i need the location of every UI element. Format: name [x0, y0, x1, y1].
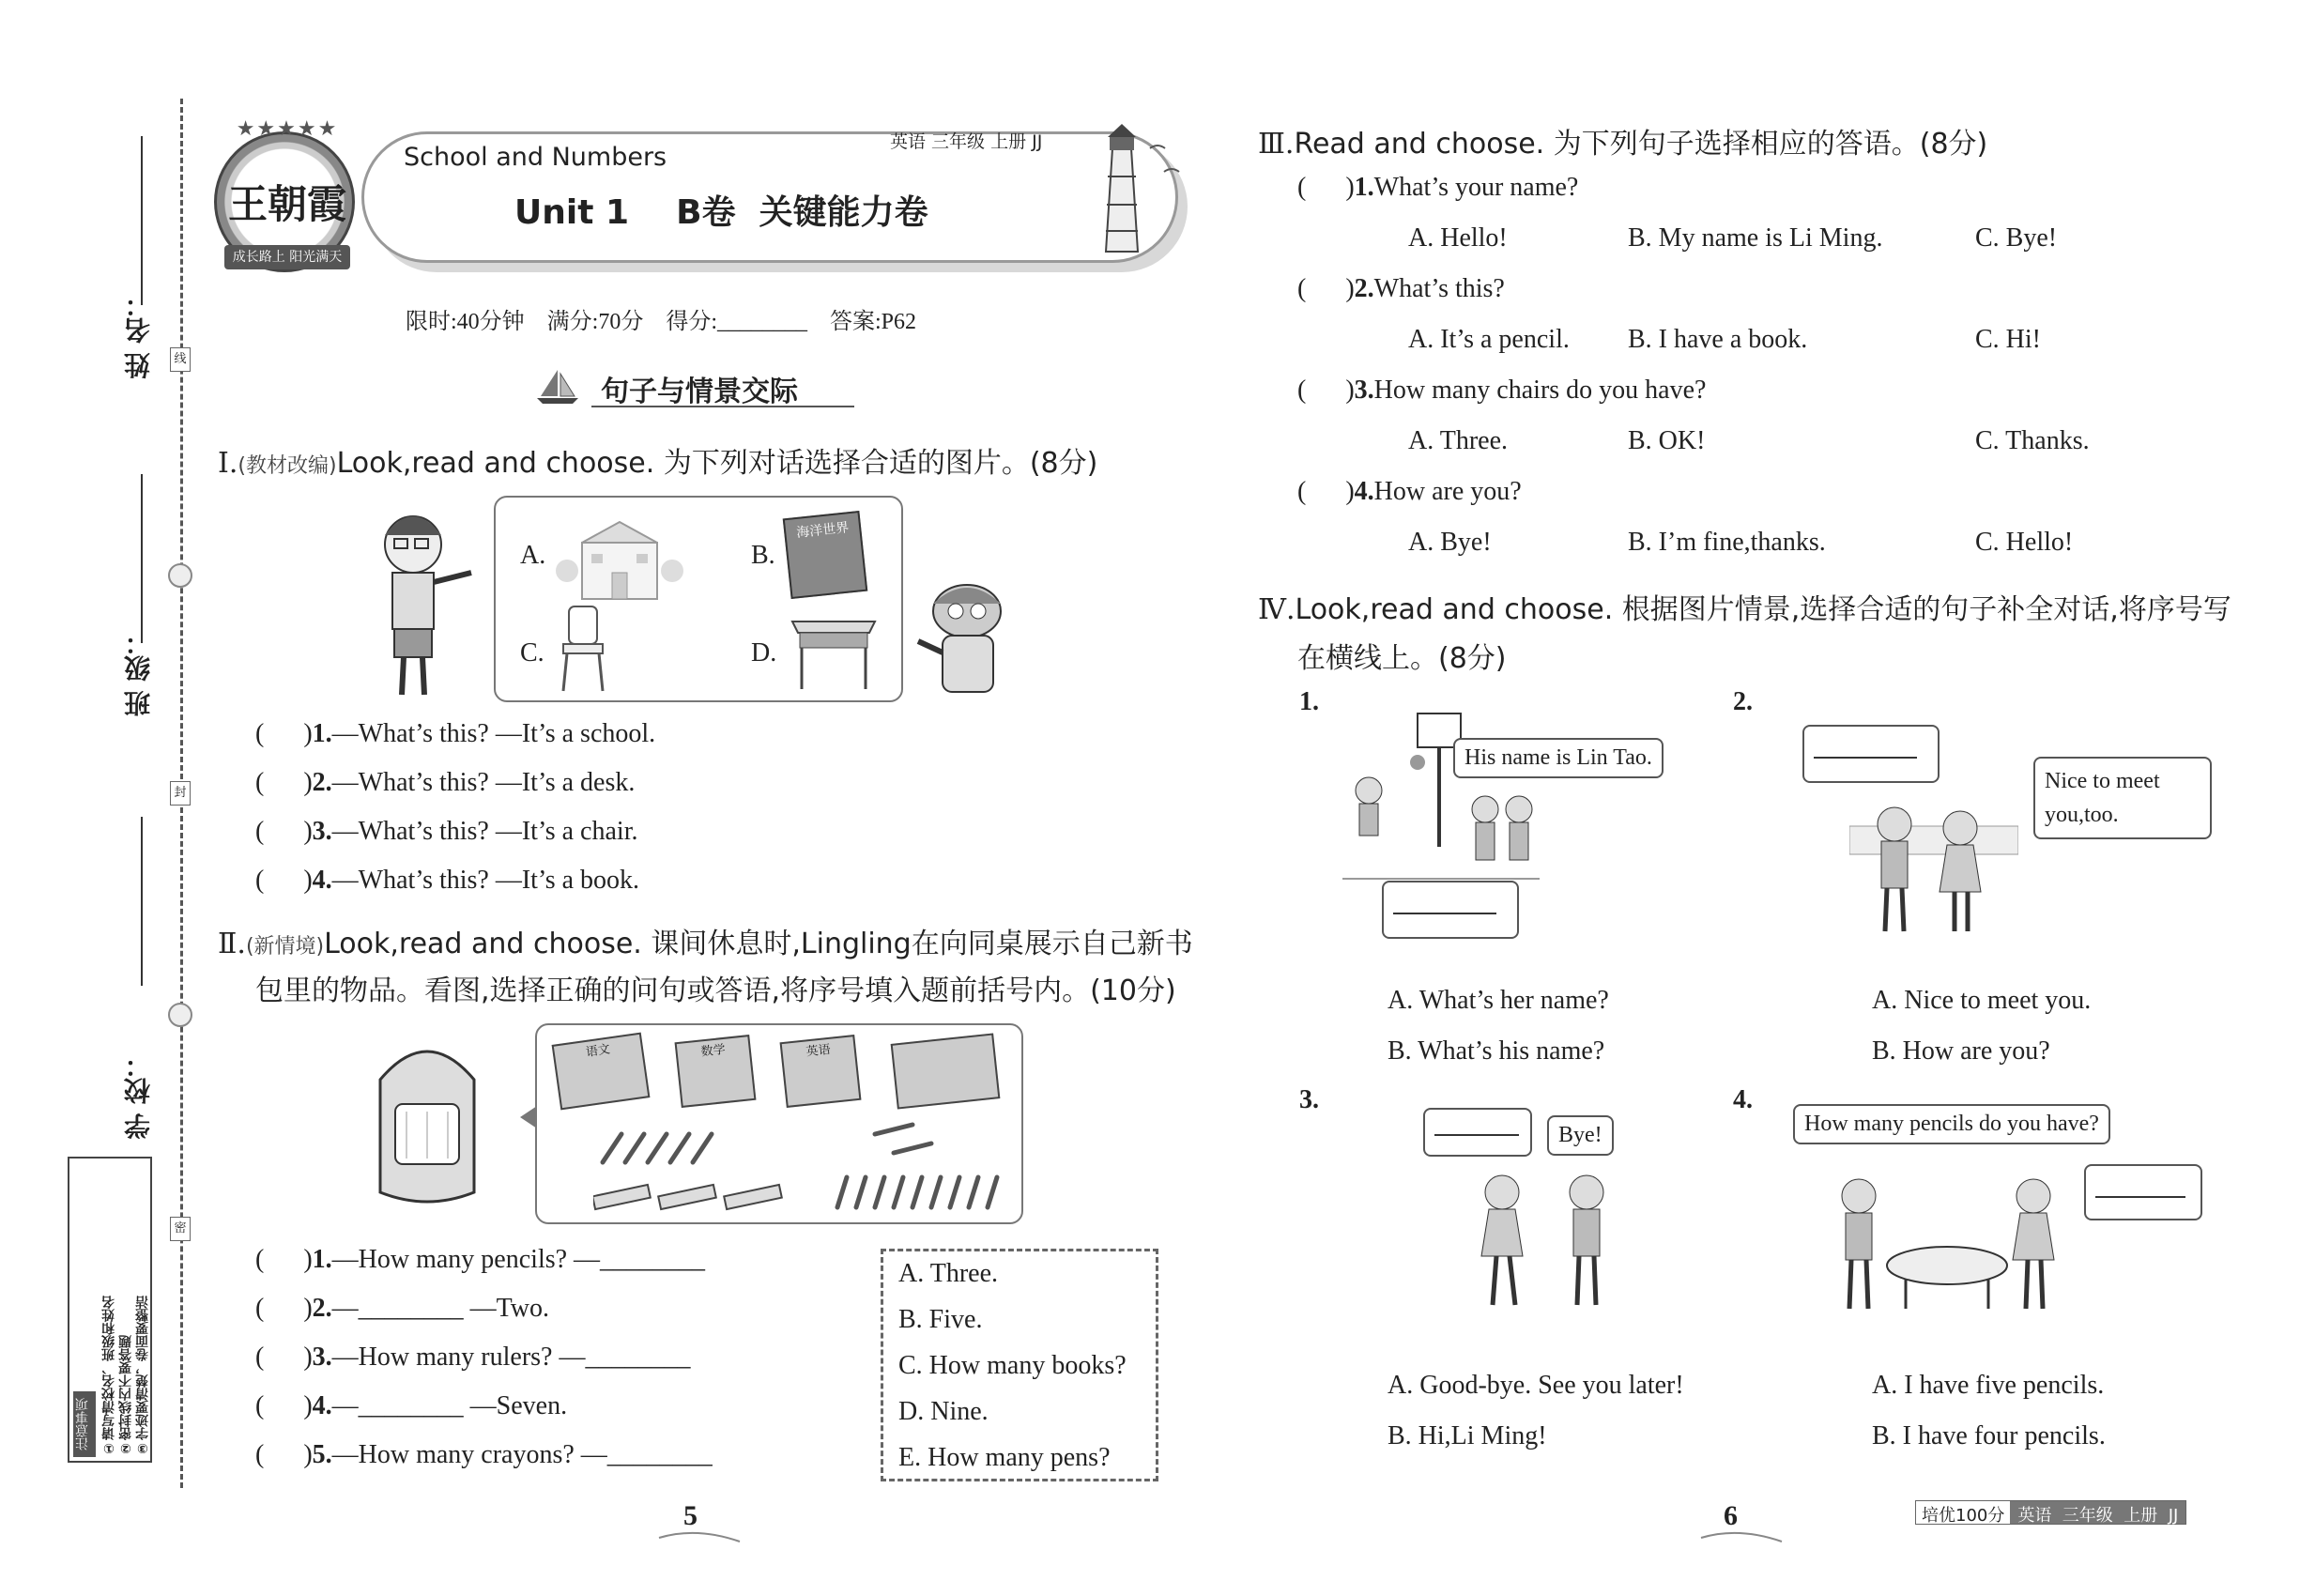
- section-number: Ⅱ.: [218, 928, 246, 960]
- item-number: 2.: [1733, 687, 1753, 716]
- class-label: 班 级：: [123, 629, 154, 717]
- option-b: B. I have four pencils.: [1872, 1421, 2106, 1450]
- question-row: ( )3.—How many rulers? —________: [255, 1343, 691, 1372]
- option-b: B. I’m fine,thanks.: [1628, 528, 1826, 557]
- boy-pointing-illustration: [357, 507, 488, 704]
- option-item: D. Nine.: [898, 1397, 989, 1426]
- section-2-title-line1: [218, 920, 1193, 961]
- item-number: 1.: [1299, 687, 1319, 716]
- question-row: ( )2.—What’s this? —It’s a desk.: [255, 768, 636, 797]
- section-tag: (教材改编): [238, 454, 337, 478]
- book-icon: [783, 511, 868, 599]
- choices-picture-box: [494, 496, 903, 702]
- item-number: 4.: [1733, 1085, 1753, 1114]
- stars-icon: ★★★★★: [236, 117, 339, 141]
- question-row: ( )3.—What’s this? —It’s a chair.: [255, 817, 638, 846]
- section-number: Ⅰ.: [218, 447, 238, 480]
- exam-info: 限时:40分钟 满分:70分 得分:________ 答案:P62: [406, 310, 917, 334]
- book-icon: 语文: [552, 1033, 651, 1111]
- page-title: Unit 1 B卷 关键能力卷: [514, 193, 928, 232]
- question-row: ( )1.What’s your name?: [1297, 173, 1579, 202]
- section-2-title-line2: 包里的物品。看图,选择正确的问句或答语,将序号填入题前括号内。(10分): [255, 974, 1176, 1007]
- notice-box: [68, 1157, 152, 1463]
- option-c: C. Hello!: [1975, 528, 2074, 557]
- bag-contents-box: [535, 1023, 1023, 1224]
- basketball-scene-illustration: [1342, 706, 1540, 903]
- logo-slogan: 成长路上 阳光满天: [224, 245, 350, 269]
- option-item: E. How many pens?: [898, 1443, 1111, 1472]
- section-instruction: Read and choose. 为下列句子选择相应的答语。(8分): [1294, 128, 1988, 161]
- question-row: ( )4.—What’s this? —It’s a book.: [255, 866, 640, 895]
- name-label: 姓 名：: [123, 291, 154, 379]
- swirl-icon: [1699, 1530, 1784, 1543]
- option-a: A. Good-bye. See you later!: [1388, 1371, 1684, 1400]
- section-instruction: Look,read and choose. 为下列对话选择合适的图片。(8分): [336, 447, 1098, 480]
- binding-hole: [168, 563, 192, 588]
- chair-icon: [552, 601, 618, 695]
- class-blank-line: [141, 474, 143, 643]
- section-3-title: [1258, 120, 1987, 161]
- notice-title: 注意事项: [73, 1391, 96, 1457]
- option-item: C. How many books?: [898, 1351, 1127, 1380]
- stationery-icon: [593, 1115, 1006, 1219]
- section-number: Ⅲ.: [1258, 128, 1295, 161]
- goodbye-kids-illustration: [1464, 1164, 1633, 1324]
- section-4-title-line2: 在横线上。(8分): [1297, 642, 1507, 675]
- desk-icon: [787, 608, 881, 693]
- item-number: 3.: [1299, 1085, 1319, 1114]
- speech-bubble: How many pencils do you have?: [1793, 1104, 2110, 1144]
- section-instruction: Look,read and choose. 根据图片情景,选择合适的句子补全对话,将序号写: [1295, 593, 2231, 626]
- option-b: B. Hi,Li Ming!: [1388, 1421, 1547, 1450]
- section-number: Ⅳ.: [1258, 593, 1296, 626]
- option-a: A. Bye!: [1408, 528, 1492, 557]
- choice-b-label: B.: [751, 541, 775, 570]
- question-row: ( )2.—________ —Two.: [255, 1294, 550, 1323]
- book-meta: 英语 三年级 上册 JJ: [890, 131, 1043, 152]
- logo-text: 王朝霞: [227, 181, 346, 227]
- option-a: A. It’s a pencil.: [1408, 325, 1570, 354]
- question-row: ( )1.—How many pencils? —________: [255, 1245, 706, 1274]
- topic: School and Numbers: [404, 143, 667, 172]
- question-row: ( )5.—How many crayons? —________: [255, 1440, 713, 1469]
- footer-brand: 培优100分: [1916, 1501, 2010, 1524]
- option-b: B. I have a book.: [1628, 325, 1808, 354]
- choice-c-label: C.: [520, 638, 544, 668]
- question-row: ( )1.—What’s this? —It’s a school.: [255, 719, 656, 748]
- option-b: B. How are you?: [1872, 1036, 2050, 1066]
- school-building-icon: [554, 514, 685, 605]
- notice-item: ②密封线内不要答题: [118, 1335, 133, 1455]
- option-item: A. Three.: [898, 1259, 998, 1288]
- option-c: C. Hi!: [1975, 325, 2041, 354]
- cut-word-mi: 密: [170, 1217, 191, 1241]
- section-instruction: Look,read and choose. 课间休息时,Lingling在向同桌展示自己新书: [324, 928, 1193, 960]
- cut-word-feng: 封: [170, 781, 191, 806]
- notice-item: ①请写清校名、班级和姓名: [101, 1296, 116, 1455]
- book-icon: 数学: [675, 1035, 757, 1108]
- answer-options-box: [881, 1249, 1158, 1481]
- pencils-table-illustration: [1821, 1168, 2065, 1327]
- choice-a-label: A.: [520, 541, 546, 570]
- option-a: A. I have five pencils.: [1872, 1371, 2105, 1400]
- section-tag: (新情境): [245, 935, 325, 959]
- answer-bubble[interactable]: [1382, 881, 1519, 939]
- cut-word-xian: 线: [170, 347, 191, 372]
- option-b: B. My name is Li Ming.: [1628, 223, 1883, 253]
- question-row: ( )2.What’s this?: [1297, 274, 1505, 303]
- option-item: B. Five.: [898, 1305, 983, 1334]
- speech-bubble: Bye!: [1547, 1115, 1614, 1156]
- part-title: 句子与情景交际: [601, 376, 798, 408]
- speech-bubble: His name is Lin Tao.: [1453, 738, 1664, 778]
- choice-d-label: D.: [751, 638, 777, 668]
- option-c: C. Bye!: [1975, 223, 2058, 253]
- option-c: C. Thanks.: [1975, 426, 2090, 455]
- book-title: 海洋世界: [795, 520, 850, 542]
- question-row: ( )3.How many chairs do you have?: [1297, 376, 1707, 405]
- mascot-illustration: [909, 577, 1021, 709]
- greeting-kids-illustration: [1849, 770, 2018, 939]
- book-icon: [891, 1033, 1001, 1109]
- section-4-title-line1: [1258, 586, 2231, 627]
- swirl-icon: [657, 1530, 742, 1543]
- backpack-illustration: [361, 1042, 493, 1211]
- name-blank-line: [141, 136, 143, 305]
- sailboat-icon: [535, 368, 582, 406]
- footer-meta: 英语 三年级 上册 JJ: [2010, 1501, 2185, 1524]
- school-label: 学 校：: [123, 1051, 154, 1140]
- speech-bubble: Nice to meet you,too.: [2033, 757, 2212, 839]
- option-b: B. OK!: [1628, 426, 1706, 455]
- school-blank-line: [141, 817, 143, 986]
- binding-hole: [168, 1003, 192, 1027]
- brand-logo: [214, 117, 355, 272]
- page-number-left: 5: [683, 1500, 698, 1531]
- option-a: A. Nice to meet you.: [1872, 986, 2092, 1015]
- option-a: A. Hello!: [1408, 223, 1508, 253]
- answer-bubble[interactable]: [1423, 1108, 1532, 1157]
- lighthouse-icon: [1080, 120, 1192, 261]
- question-row: ( )4.—________ —Seven.: [255, 1391, 568, 1420]
- option-a: A. What’s her name?: [1388, 986, 1609, 1015]
- notice-item: ③字迹要清楚，卷面要整洁: [135, 1296, 150, 1455]
- section-1-title: [218, 439, 1097, 481]
- book-icon: 英语: [780, 1035, 862, 1108]
- page-number-right: 6: [1724, 1500, 1738, 1531]
- answer-bubble[interactable]: [2084, 1164, 2202, 1220]
- question-row: ( )4.How are you?: [1297, 477, 1522, 506]
- option-a: A. Three.: [1408, 426, 1508, 455]
- option-b: B. What’s his name?: [1388, 1036, 1605, 1066]
- footer-brand-tag: [1915, 1500, 2186, 1525]
